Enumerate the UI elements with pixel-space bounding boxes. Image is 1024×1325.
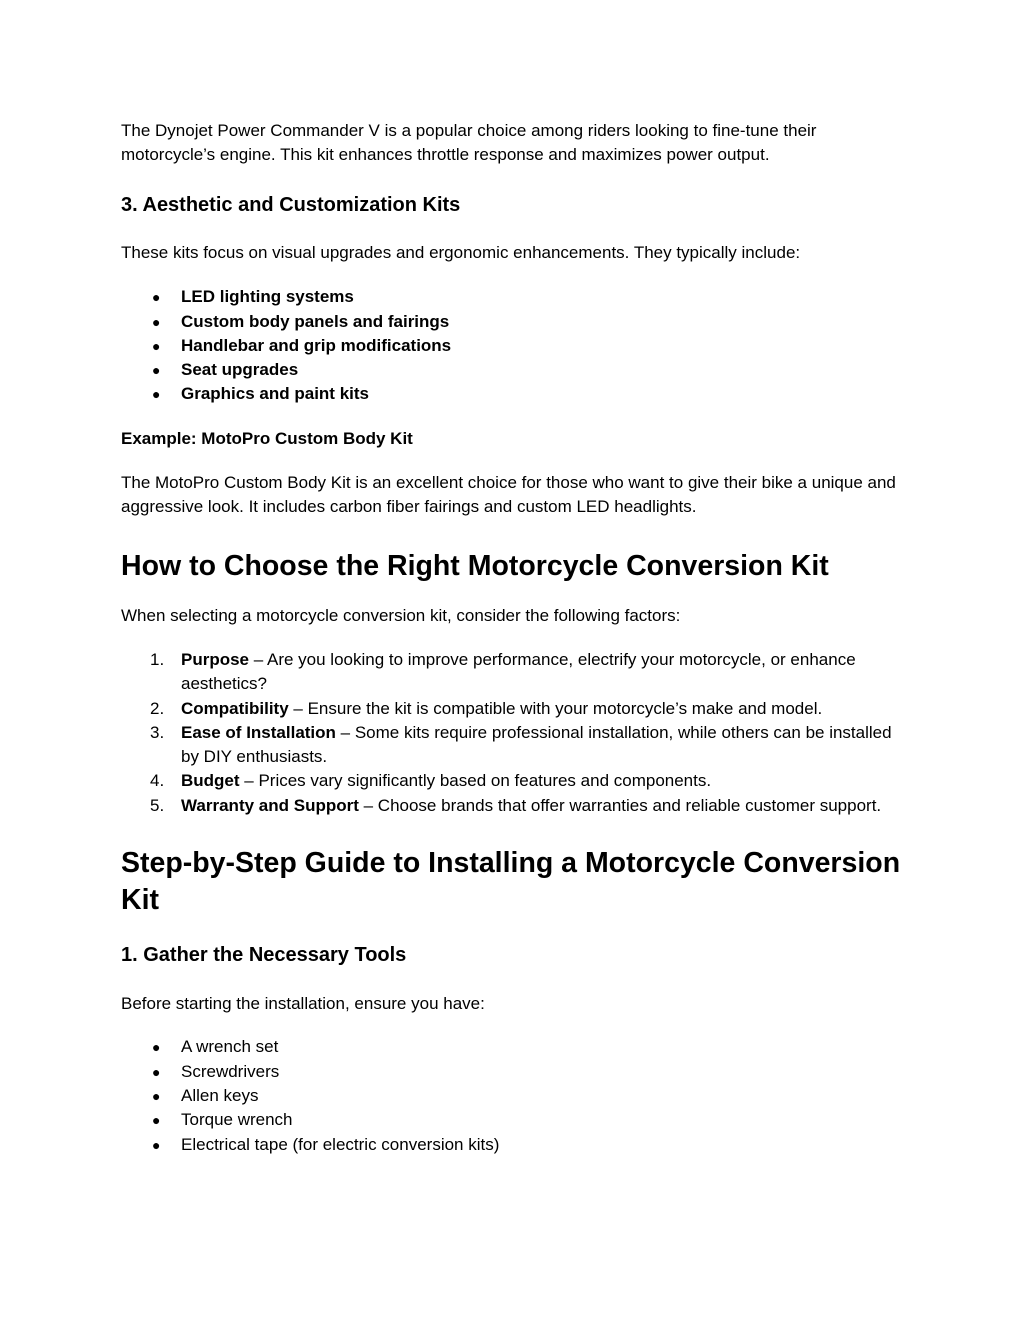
document-page [121, 119, 901, 1157]
aesthetic-intro-paragraph: These kits focus on visual upgrades and ergonomic enhancements. They typically include: [121, 242, 801, 262]
example-paragraph: The MotoPro Custom Body Kit is an excellent choice for those who want to give their bike a unique and aggressive look. It includes carbon fiber fairings and custom LED headlights. [121, 472, 896, 517]
factors-list [121, 648, 901, 818]
bullet-marker: ● [152, 1039, 161, 1056]
list-item [121, 1133, 901, 1157]
list-item-text: Seat upgrades [181, 360, 299, 380]
list-item-text: Screwdrivers [181, 1061, 280, 1081]
example-heading: Example: MotoPro Custom Body Kit [121, 428, 413, 448]
list-item-text: Electrical tape (for electric conversion kits) [181, 1134, 500, 1154]
bullet-marker: ● [152, 386, 161, 403]
bullet-marker: ● [152, 1112, 161, 1129]
bullet-marker: ● [152, 289, 161, 306]
bullet-marker: ● [152, 1063, 161, 1080]
list-number: 2. [150, 698, 165, 718]
section-heading-installation-guide: Step-by-Step Guide to Installing a Motorcycle Conversion Kit [121, 847, 901, 916]
list-item [121, 358, 901, 382]
list-number: 1. [150, 649, 165, 669]
list-item [121, 769, 901, 793]
list-item [121, 648, 901, 697]
list-item [121, 1108, 901, 1132]
list-number: 3. [150, 722, 165, 742]
list-item [121, 334, 901, 358]
factor-description: – Ensure the kit is compatible with your motorcycle’s make and model. [288, 698, 823, 718]
list-item [121, 794, 901, 818]
subsection-heading-gather-tools: 1. Gather the Necessary Tools [121, 944, 407, 966]
list-item [121, 285, 901, 309]
bullet-marker: ● [152, 313, 161, 330]
factor-term: Warranty and Support [181, 795, 359, 815]
list-item [121, 721, 901, 770]
bullet-marker: ● [152, 337, 161, 354]
tools-list [121, 1035, 901, 1156]
factor-term: Compatibility [181, 698, 289, 718]
factor-description: – Prices vary significantly based on features and components. [239, 771, 712, 791]
factor-description: – Choose brands that offer warranties and reliable customer support. [358, 795, 882, 815]
list-number: 4. [150, 771, 165, 791]
factor-term: Budget [181, 771, 240, 791]
bullet-marker: ● [152, 362, 161, 379]
section-heading-choose-kit: How to Choose the Right Motorcycle Conversion Kit [121, 549, 829, 582]
list-number: 5. [150, 795, 165, 815]
factor-description: – Are you looking to improve performance, electrify your motorcycle, or enhance aesthetics? [181, 649, 856, 694]
list-item [121, 382, 901, 406]
list-item [121, 1084, 901, 1108]
intro-paragraph: The Dynojet Power Commander V is a popular choice among riders looking to fine-tune their motorcycle’s engine. This kit enhances throttle response and maximizes power output. [121, 121, 817, 165]
bullet-marker: ● [152, 1136, 161, 1153]
factor-term: Purpose [181, 649, 250, 669]
list-item [121, 1060, 901, 1084]
list-item-text: Handlebar and grip modifications [181, 335, 452, 355]
list-item [121, 1035, 901, 1059]
aesthetic-kit-list [121, 285, 901, 406]
list-item [121, 310, 901, 334]
list-item-text: Graphics and paint kits [181, 384, 369, 404]
list-item [121, 697, 901, 721]
bullet-marker: ● [152, 1088, 161, 1104]
list-item-text: Allen keys [181, 1086, 259, 1105]
gather-intro-paragraph: Before starting the installation, ensure you have: [121, 994, 485, 1013]
list-item-text: Custom body panels and fairings [181, 311, 450, 331]
list-item-text: A wrench set [181, 1037, 279, 1057]
list-item-text: Torque wrench [181, 1110, 293, 1130]
factor-description: – Some kits require professional installation, while others can be installed by DIY enthusiasts. [181, 722, 892, 767]
choose-intro-paragraph: When selecting a motorcycle conversion kit, consider the following factors: [121, 605, 681, 625]
list-item-text: LED lighting systems [181, 287, 354, 307]
section-heading-aesthetic-kits: 3. Aesthetic and Customization Kits [121, 193, 461, 216]
factor-term: Ease of Installation [181, 722, 336, 742]
